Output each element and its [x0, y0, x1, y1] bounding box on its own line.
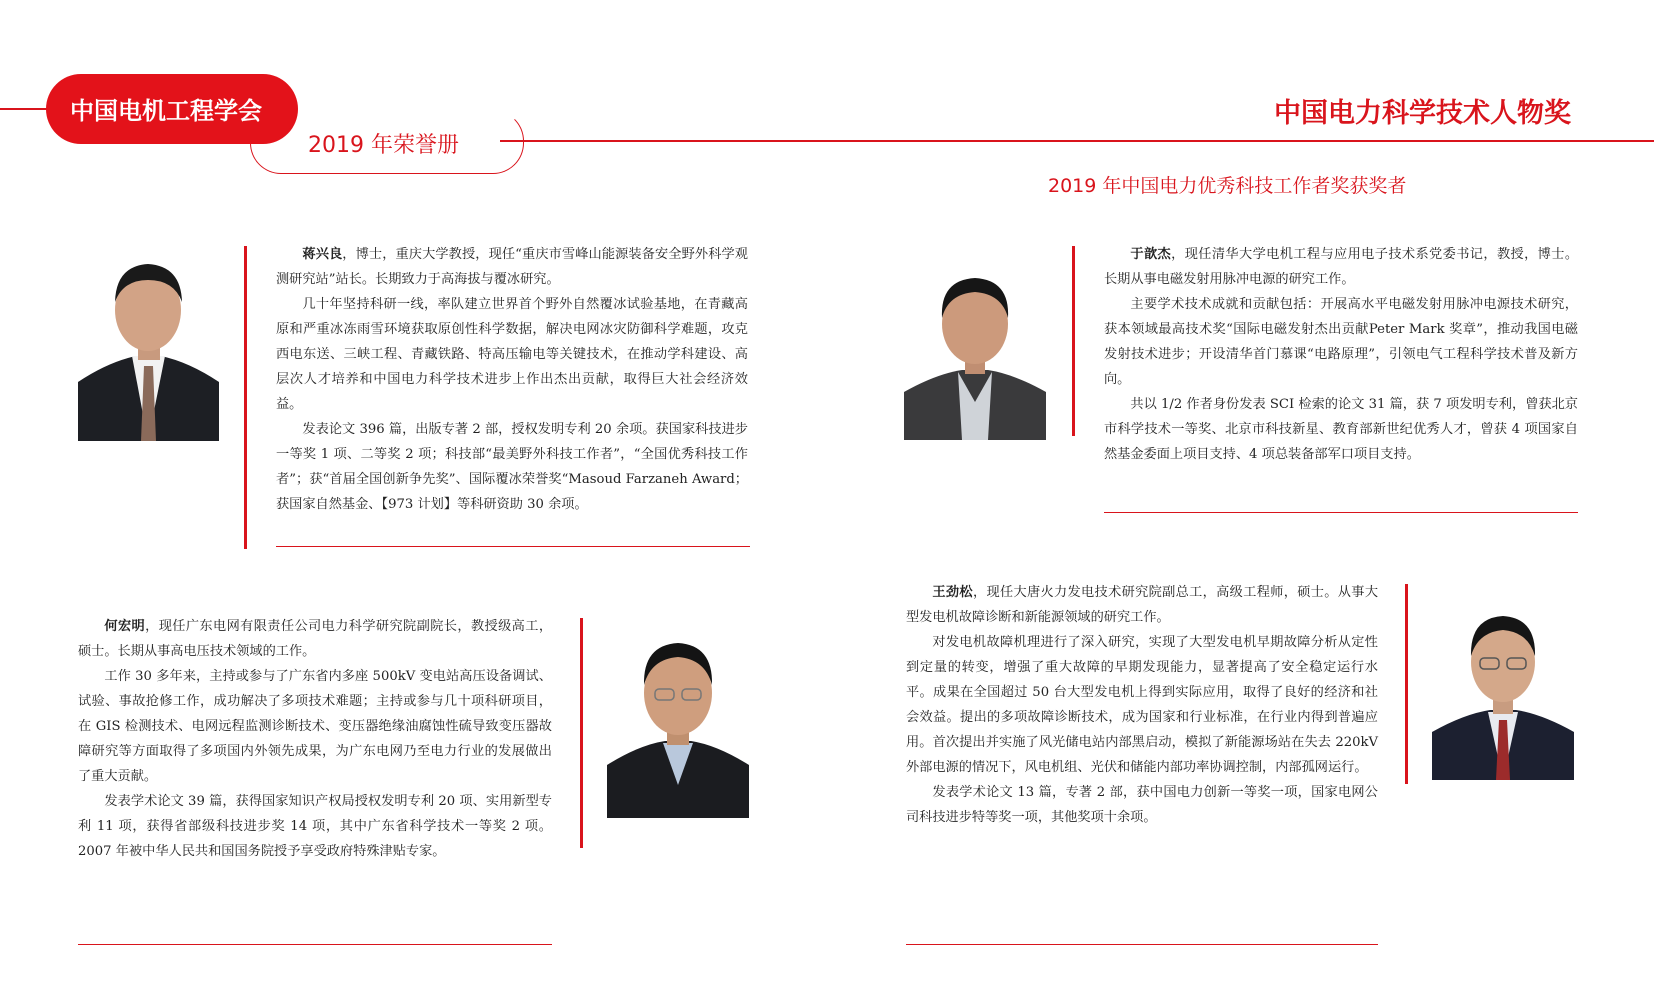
bio-paragraph: 共以 1/2 作者身份发表 SCI 检索的论文 31 篇，获 7 项发明专利，曾获北京市科学技术一等奖、北京市科技新星、教育部新世纪优秀人才，曾获 4 项国家自然基金委面上项目支持、4 项总装备部军口项目支持。 — [1104, 397, 1578, 462]
header-right-rule — [500, 140, 1654, 142]
bio-paragraph: 发表学术论文 13 篇，专著 2 部，获中国电力创新一等奖一项，国家电网公司科技进步特等奖一项，其他奖项十余项。 — [906, 785, 1378, 825]
laureate-name: 何宏明 — [104, 619, 146, 634]
laureate-name: 王劲松 — [932, 585, 973, 600]
bio-laureate-2 — [1104, 242, 1578, 467]
bio-paragraph: 发表学术论文 39 篇，获得国家知识产权局授权发明专利 20 项、实用新型专利 11 项，获得省部级科技进步奖 14 项，其中广东省科学技术一等奖 2 项。2007 年被中华人民共和国国务院授予享受政府特殊津贴专家。 — [78, 794, 552, 859]
section-rule-2 — [1104, 512, 1578, 513]
award-title: 中国电力科学技术人物奖 — [1274, 98, 1571, 129]
portrait-laureate-1 — [78, 250, 219, 441]
bio-paragraph: 发表论文 396 篇，出版专著 2 部，授权发明专利 20 余项。获国家科技进步一等奖 1 项、二等奖 2 项；科技部“最美野外科技工作者”，“全国优秀科技工作者”；获“首届全国创新争先奖”、国际覆冰荣誉奖“Masoud Farzaneh Award；获国家自然基金、【973 计划】等科研资助 30 余项。 — [276, 422, 748, 512]
bio-paragraph: 蒋兴良，博士，重庆大学教授，现任“重庆市雪峰山能源装备安全野外科学观测研究站”站长。长期致力于高海拔与覆冰研究。 — [276, 247, 748, 287]
bio-paragraph: 何宏明，现任广东电网有限责任公司电力科学研究院副院长，教授级高工，硕士。长期从事高电压技术领域的工作。 — [78, 619, 553, 659]
bio-paragraph: 于歆杰，现任清华大学电机工程与应用电子技术系党委书记，教授，博士。长期从事电磁发射用脉冲电源的研究工作。 — [1104, 247, 1579, 287]
bio-paragraph: 主要学术技术成就和贡献包括：开展高水平电磁发射用脉冲电源技术研究，获本领域最高技术奖“国际电磁发射杰出贡献Peter Mark 奖章”，推动我国电磁发射技术进步；开设清华首门慕课“电路原理”，引领电气工程科学技术普及新方向。 — [1104, 297, 1578, 387]
bio-laureate-1 — [276, 242, 748, 517]
accent-bar-3 — [580, 618, 583, 848]
year-book-label: 2019 年荣誉册 — [308, 133, 459, 158]
bio-paragraph: 王劲松，现任大唐火力发电技术研究院副总工，高级工程师，硕士。从事大型发电机故障诊断和新能源领域的研究工作。 — [906, 585, 1379, 625]
accent-bar-1 — [244, 246, 247, 549]
portrait-laureate-4 — [1432, 602, 1574, 780]
bio-paragraph: 工作 30 多年来，主持或参与了广东省内多座 500kV 变电站高压设备调试、试验、事故抢修工作，成功解决了多项技术难题；主持或参与几十项科研项目，在 GIS 检测技术、电网远程监测诊断技术、变压器绝缘油腐蚀性硫导致变压器故障研究等方面取得了多项国内外领先成果，为广东电网乃至电力行业的发展做出了重大贡献。 — [78, 669, 552, 784]
bio-laureate-3 — [78, 614, 552, 864]
portrait-laureate-2 — [904, 262, 1046, 440]
portrait-laureate-3 — [607, 625, 749, 818]
header-left-rule — [0, 108, 50, 110]
section-rule-3 — [78, 944, 552, 945]
section-title: 2019 年中国电力优秀科技工作者奖获奖者 — [1048, 175, 1407, 197]
bio-laureate-4 — [906, 580, 1378, 830]
laureate-name: 蒋兴良 — [302, 247, 343, 262]
org-name: 中国电机工程学会 — [70, 97, 262, 125]
accent-bar-4 — [1405, 584, 1408, 784]
accent-bar-2 — [1072, 246, 1075, 436]
laureate-name: 于歆杰 — [1130, 247, 1172, 262]
section-rule-1 — [276, 546, 750, 547]
section-rule-4 — [906, 944, 1378, 945]
bio-paragraph: 几十年坚持科研一线，率队建立世界首个野外自然覆冰试验基地，在青藏高原和严重冰冻雨雪环境获取原创性科学数据，解决电网冰灾防御科学难题，攻克西电东送、三峡工程、青藏铁路、特高压输电等关键技术，在推动学科建设、高层次人才培养和中国电力科学技术进步上作出杰出贡献，取得巨大社会经济效益。 — [276, 297, 748, 412]
bio-paragraph: 对发电机故障机理进行了深入研究，实现了大型发电机早期故障分析从定性到定量的转变，增强了重大故障的早期发现能力，显著提高了安全稳定运行水平。成果在全国超过 50 台大型发电机上得到实际应用，取得了良好的经济和社会效益。提出的多项故障诊断技术，成为国家和行业标准，在行业内得到普遍应用。首次提出并实施了风光储电站内部黑启动，模拟了新能源场站在失去 220kV 外部电源的情况下，风电机组、光伏和储能内部功率协调控制，内部孤网运行。 — [906, 635, 1378, 775]
